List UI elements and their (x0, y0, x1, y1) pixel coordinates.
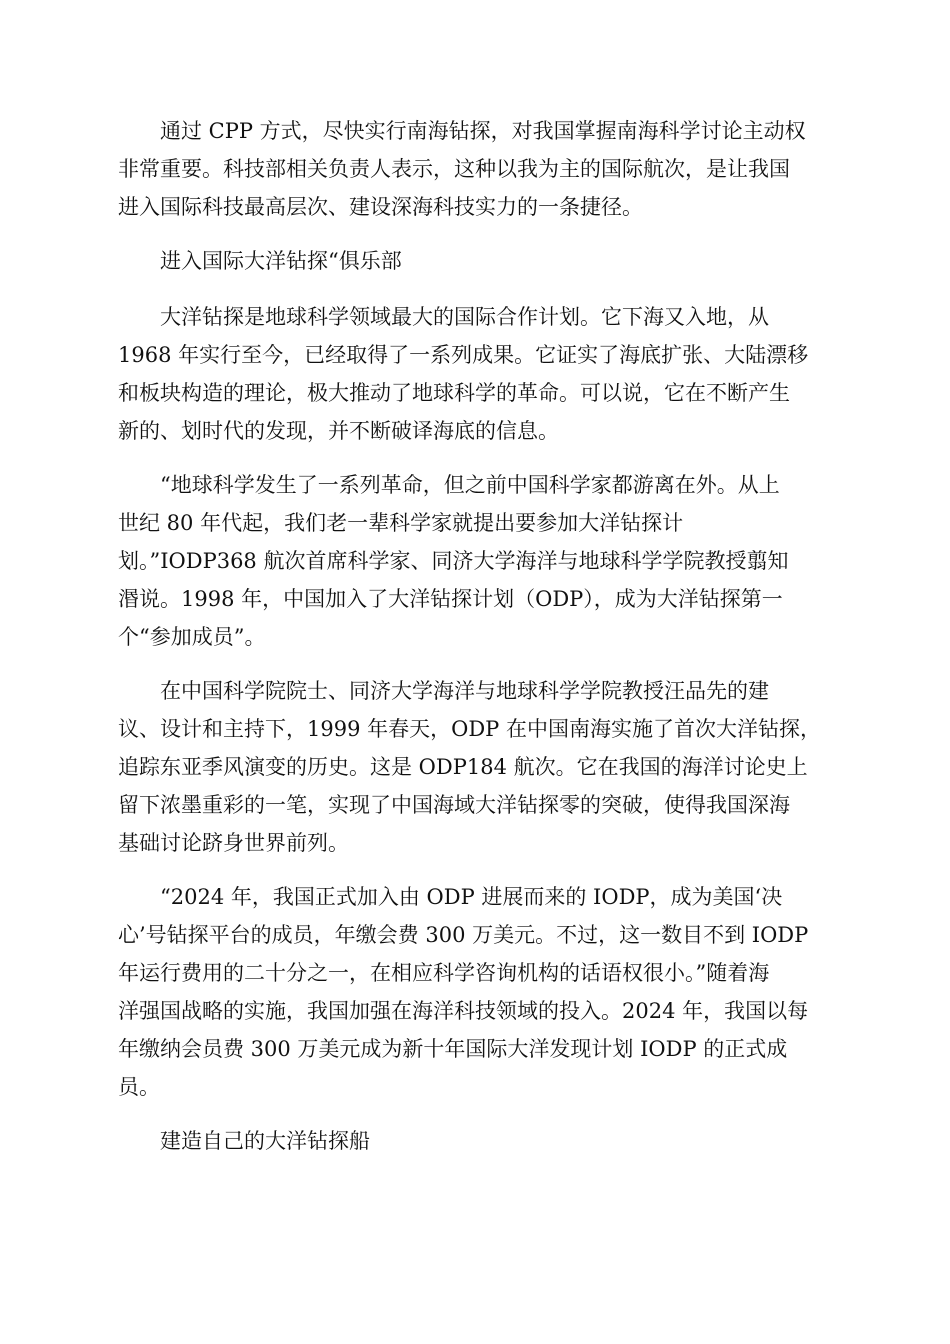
body-paragraph (118, 878, 832, 1106)
body-paragraph (118, 112, 832, 226)
text-line: 心’号钻探平台的成员，年缴会费 300 万美元。不过，这一数目不到 IODP (118, 923, 809, 947)
text-line: 员。 (118, 1075, 160, 1099)
text-line: 洋强国战略的实施，我国加强在海洋科技领域的投入。2024 年，我国以每 (118, 999, 809, 1023)
text-line: 通过 CPP 方式，尽快实行南海钻探，对我国掌握南海科学讨论主动权 (160, 119, 806, 143)
document-body (118, 112, 832, 1178)
text-line: “地球科学发生了一系列革命，但之前中国科学家都游离在外。从上 (160, 473, 780, 497)
text-line: 个“参加成员”。 (118, 625, 266, 649)
text-line: 议、设计和主持下，1999 年春天，ODP 在中国南海实施了首次大洋钻探， (118, 717, 821, 741)
text-line: 新的、划时代的发现，并不断破译海底的信息。 (118, 419, 559, 443)
body-paragraph (118, 466, 832, 656)
text-line: 进入国际科技最高层次、建设深海科技实力的一条捷径。 (118, 195, 643, 219)
text-line: 湣说。1998 年，中国加入了大洋钻探计划（ODP），成为大洋钻探第一 (118, 587, 783, 611)
text-line: 进入国际大洋钻探“俱乐部 (160, 249, 402, 273)
text-line: 大洋钻探是地球科学领域最大的国际合作计划。它下海又入地，从 (160, 305, 769, 329)
body-paragraph (118, 298, 832, 450)
text-line: 追踪东亚季风演变的历史。这是 ODP184 航次。它在我国的海洋讨论史上 (118, 755, 808, 779)
section-heading (118, 1122, 832, 1160)
text-line: 划。”IODP368 航次首席科学家、同济大学海洋与地球科学学院教授翦知 (118, 549, 789, 573)
section-heading (118, 242, 832, 280)
text-line: 年缴纳会员费 300 万美元成为新十年国际大洋发现计划 IODP 的正式成 (118, 1037, 788, 1061)
text-line: 年运行费用的二十分之一，在相应科学咨询机构的话语权很小。”随着海 (118, 961, 770, 985)
text-line: 在中国科学院院士、同济大学海洋与地球科学学院教授汪品先的建 (160, 679, 769, 703)
text-line: 建造自己的大洋钻探船 (160, 1129, 370, 1153)
text-line: “2024 年，我国正式加入由 ODP 进展而来的 IODP，成为美国‘决 (160, 885, 783, 909)
body-paragraph (118, 672, 832, 862)
text-line: 世纪 80 年代起，我们老一辈科学家就提出要参加大洋钻探计 (118, 511, 684, 535)
text-line: 和板块构造的理论，极大推动了地球科学的革命。可以说，它在不断产生 (118, 381, 790, 405)
text-line: 留下浓墨重彩的一笔，实现了中国海域大洋钻探零的突破，使得我国深海 (118, 793, 790, 817)
text-line: 非常重要。科技部相关负责人表示，这种以我为主的国际航次，是让我国 (118, 157, 790, 181)
text-line: 基础讨论跻身世界前列。 (118, 831, 349, 855)
text-line: 1968 年实行至今，已经取得了一系列成果。它证实了海底扩张、大陆漂移 (118, 343, 809, 367)
